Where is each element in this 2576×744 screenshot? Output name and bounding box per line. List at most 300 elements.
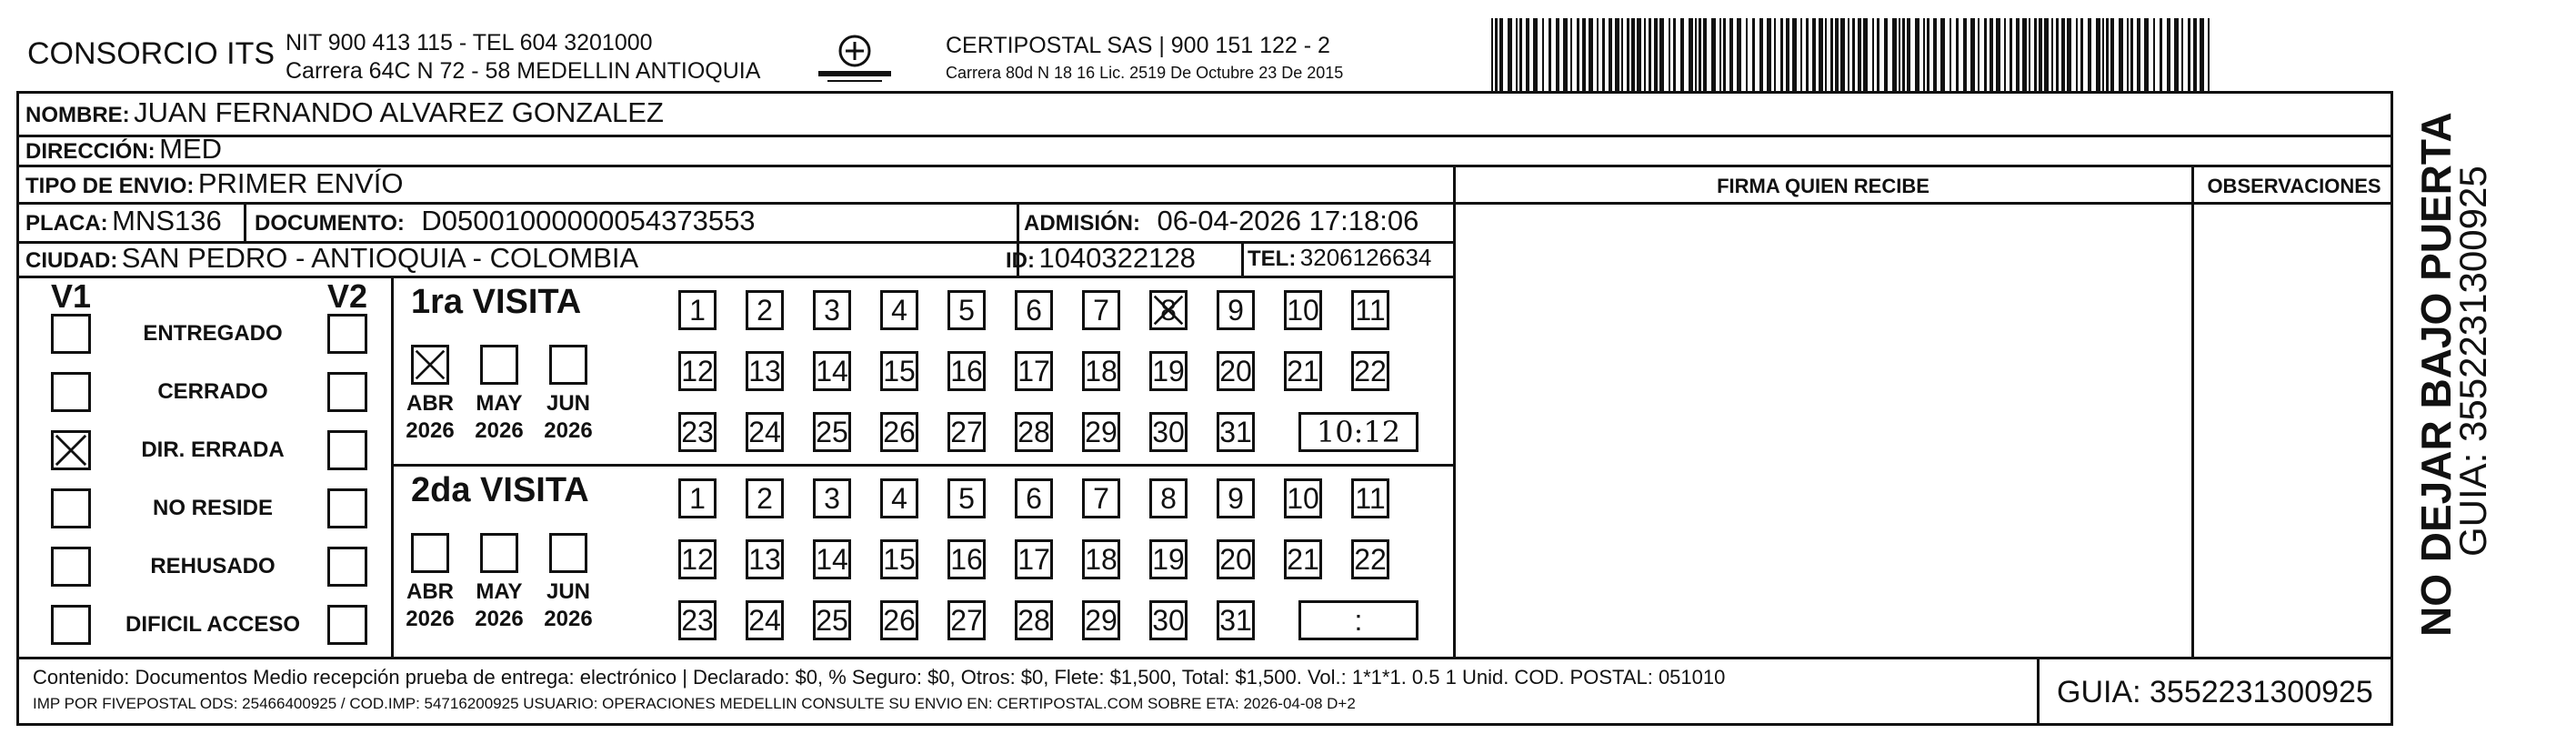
barcode-bar bbox=[1892, 18, 1897, 91]
barcode-bar bbox=[2153, 18, 2155, 91]
day-number: 18 bbox=[1085, 354, 1118, 387]
barcode-bar bbox=[1549, 18, 1551, 91]
day-number: 7 bbox=[1093, 293, 1109, 327]
day-number: 25 bbox=[816, 415, 848, 448]
day-box[interactable] bbox=[746, 290, 784, 330]
day-number: 3 bbox=[824, 293, 840, 327]
day-number: 13 bbox=[748, 542, 781, 576]
barcode-bar bbox=[1526, 18, 1529, 91]
barcode-bar bbox=[1996, 18, 2000, 91]
month-year: 2026 bbox=[544, 418, 593, 443]
day-box[interactable] bbox=[1149, 290, 1188, 330]
day-box[interactable] bbox=[678, 478, 717, 518]
barcode-bar bbox=[1699, 18, 1701, 91]
barcode-bar bbox=[2056, 18, 2059, 91]
month-name: ABR bbox=[406, 579, 454, 604]
day-box[interactable] bbox=[1149, 351, 1188, 391]
barcode-bar bbox=[1729, 18, 1733, 91]
barcode-bar bbox=[1597, 18, 1599, 91]
placa-row bbox=[25, 205, 222, 237]
v1-checkbox[interactable] bbox=[51, 547, 91, 587]
documento-value: D05001000000054373553 bbox=[421, 205, 756, 236]
reason-label: ENTREGADO bbox=[143, 321, 283, 346]
barcode-bar bbox=[1978, 18, 1980, 91]
day-box[interactable] bbox=[813, 351, 851, 391]
guia-footer: GUIA: 3552231300925 bbox=[2057, 675, 2373, 709]
day-box[interactable] bbox=[1149, 478, 1188, 518]
carrier-name: CERTIPOSTAL SAS | 900 151 122 - 2 bbox=[946, 33, 1330, 58]
barcode-bar bbox=[1786, 18, 1789, 91]
day-number: 12 bbox=[681, 354, 714, 387]
barcode-bar bbox=[1495, 18, 1498, 91]
barcode-bar bbox=[1902, 18, 1905, 91]
day-box[interactable] bbox=[1015, 600, 1053, 640]
barcode-bar bbox=[1508, 18, 1512, 91]
barcode-bar bbox=[2029, 18, 2030, 91]
day-number: 23 bbox=[681, 603, 714, 637]
barcode-bar bbox=[1852, 18, 1855, 91]
day-box[interactable] bbox=[1284, 290, 1322, 330]
reason-label: CERRADO bbox=[157, 379, 268, 404]
barcode-bar bbox=[1680, 18, 1684, 91]
month-checkbox[interactable] bbox=[411, 533, 449, 573]
day-number: 22 bbox=[1354, 542, 1387, 576]
day-box[interactable] bbox=[1217, 600, 1255, 640]
month-year: 2026 bbox=[544, 607, 593, 631]
day-box[interactable] bbox=[880, 290, 918, 330]
barcode-bar bbox=[2061, 18, 2065, 91]
day-box[interactable] bbox=[813, 290, 851, 330]
day-number: 2 bbox=[757, 293, 773, 327]
barcode-bar bbox=[2044, 18, 2049, 91]
barcode-bar bbox=[1927, 18, 1929, 91]
day-number: 9 bbox=[1228, 293, 1244, 327]
day-box[interactable] bbox=[1149, 412, 1188, 452]
month-label bbox=[541, 578, 596, 633]
day-box[interactable] bbox=[1217, 478, 1255, 518]
firma-label: FIRMA QUIEN RECIBE bbox=[1717, 175, 1929, 197]
day-number: 24 bbox=[748, 603, 781, 637]
day-box[interactable] bbox=[1284, 351, 1322, 391]
barcode-bar bbox=[1767, 18, 1771, 91]
barcode-bar bbox=[1950, 18, 1951, 91]
barcode-bar bbox=[2144, 18, 2149, 91]
day-number: 20 bbox=[1219, 354, 1252, 387]
tipo-row bbox=[25, 167, 403, 200]
month-label bbox=[472, 578, 526, 633]
day-number: 12 bbox=[681, 542, 714, 576]
day-number: 18 bbox=[1085, 542, 1118, 576]
day-box[interactable] bbox=[1217, 412, 1255, 452]
day-number: 31 bbox=[1219, 603, 1252, 637]
month-name: JUN bbox=[546, 391, 590, 416]
day-number: 11 bbox=[1355, 293, 1386, 327]
day-number: 19 bbox=[1152, 542, 1185, 576]
time-box[interactable] bbox=[1298, 600, 1418, 640]
v1-checkbox[interactable] bbox=[51, 430, 91, 470]
barcode-bar bbox=[1719, 18, 1721, 91]
placa-label: PLACA: bbox=[25, 211, 108, 236]
barcode-bar bbox=[1759, 18, 1763, 91]
day-box[interactable] bbox=[1082, 600, 1120, 640]
month-label bbox=[403, 578, 457, 633]
ciudad-label: CIUDAD: bbox=[25, 248, 118, 273]
day-number: 2 bbox=[757, 481, 773, 515]
month-name: ABR bbox=[406, 391, 454, 416]
barcode-bar bbox=[2174, 18, 2179, 91]
day-box[interactable] bbox=[1284, 539, 1322, 579]
barcode-bar bbox=[2080, 18, 2083, 91]
v2-checkbox[interactable] bbox=[327, 372, 367, 412]
day-box[interactable] bbox=[813, 412, 851, 452]
barcode-bar bbox=[1746, 18, 1748, 91]
barcode-bar bbox=[2067, 18, 2071, 91]
day-number: 6 bbox=[1026, 293, 1042, 327]
day-number: 15 bbox=[883, 542, 916, 576]
side-guia: GUIA: 3552231300925 bbox=[2451, 166, 2494, 557]
day-box[interactable] bbox=[746, 351, 784, 391]
v2-label: V2 bbox=[327, 277, 368, 315]
day-number: 26 bbox=[883, 415, 916, 448]
barcode-bar bbox=[1835, 18, 1839, 91]
day-number: 14 bbox=[816, 354, 848, 387]
time-value: : bbox=[1354, 603, 1363, 637]
nombre-label: NOMBRE: bbox=[25, 103, 130, 127]
carrier-address: Carrera 80d N 18 16 Lic. 2519 De Octubre 23 De 2015 bbox=[946, 64, 1344, 82]
day-box[interactable] bbox=[1149, 539, 1188, 579]
day-box[interactable] bbox=[1217, 351, 1255, 391]
day-box[interactable] bbox=[1351, 290, 1389, 330]
company-address: Carrera 64C N 72 - 58 MEDELLIN ANTIOQUIA bbox=[286, 58, 761, 84]
barcode-bar bbox=[1621, 18, 1623, 91]
day-box[interactable] bbox=[746, 600, 784, 640]
barcode-bar bbox=[2130, 18, 2133, 91]
barcode-bar bbox=[2051, 18, 2053, 91]
barcode-bar bbox=[1533, 18, 1538, 91]
barcode-bar bbox=[1627, 18, 1629, 91]
nombre-row bbox=[25, 96, 664, 129]
day-box[interactable] bbox=[1015, 539, 1053, 579]
barcode-bar bbox=[1582, 18, 1586, 91]
barcode-bar bbox=[1570, 18, 1572, 91]
day-box[interactable] bbox=[1082, 412, 1120, 452]
reason-label: DIR. ERRADA bbox=[141, 437, 285, 462]
barcode-bar bbox=[1933, 18, 1937, 91]
day-box[interactable] bbox=[1284, 478, 1322, 518]
time-box[interactable] bbox=[1298, 412, 1418, 452]
day-box[interactable] bbox=[1217, 539, 1255, 579]
day-number: 31 bbox=[1219, 415, 1252, 448]
barcode-bar bbox=[1491, 18, 1493, 91]
x-mark-icon bbox=[54, 433, 88, 468]
day-box[interactable] bbox=[1015, 412, 1053, 452]
day-number: 4 bbox=[891, 293, 907, 327]
day-number: 28 bbox=[1017, 415, 1050, 448]
barcode-bar bbox=[2016, 18, 2020, 91]
month-label bbox=[472, 390, 526, 445]
day-box[interactable] bbox=[1082, 539, 1120, 579]
day-box[interactable] bbox=[1149, 600, 1188, 640]
day-box[interactable] bbox=[1351, 539, 1389, 579]
x-mark-icon bbox=[1152, 293, 1185, 327]
v2-checkbox[interactable] bbox=[327, 430, 367, 470]
barcode-bar bbox=[1840, 18, 1845, 91]
barcode-bar bbox=[2208, 18, 2210, 91]
day-box[interactable] bbox=[1351, 351, 1389, 391]
day-box[interactable] bbox=[947, 290, 986, 330]
month-name: JUN bbox=[546, 579, 590, 604]
v1-checkbox[interactable] bbox=[51, 605, 91, 645]
barcode-bar bbox=[1589, 18, 1593, 91]
barcode-bar bbox=[1907, 18, 1910, 91]
barcode-bar bbox=[2088, 18, 2091, 91]
barcode-bar bbox=[2181, 18, 2183, 91]
barcode-bar bbox=[2076, 18, 2078, 91]
visit-title: 1ra VISITA bbox=[411, 283, 582, 321]
barcode-bar bbox=[1780, 18, 1783, 91]
nombre-value: JUAN FERNANDO ALVAREZ GONZALEZ bbox=[134, 96, 664, 128]
day-number: 30 bbox=[1152, 415, 1185, 448]
certipostal-logo bbox=[809, 33, 900, 87]
no-dejar-bajo-puerta: NO DEJAR BAJO PUERTA bbox=[2412, 112, 2460, 637]
barcode-bar bbox=[1563, 18, 1568, 91]
day-box[interactable] bbox=[678, 351, 717, 391]
day-number: 8 bbox=[1160, 481, 1177, 515]
day-number: 24 bbox=[748, 415, 781, 448]
day-box[interactable] bbox=[947, 478, 986, 518]
day-number: 6 bbox=[1026, 481, 1042, 515]
day-number: 23 bbox=[681, 415, 714, 448]
month-label bbox=[541, 390, 596, 445]
v1-checkbox[interactable] bbox=[51, 372, 91, 412]
day-box[interactable] bbox=[678, 412, 717, 452]
barcode-bar bbox=[1609, 18, 1612, 91]
barcode-bar bbox=[2022, 18, 2027, 91]
barcode-bar bbox=[1806, 18, 1809, 91]
barcode-bar bbox=[1703, 18, 1707, 91]
barcode-bar bbox=[2010, 18, 2012, 91]
reason-label: DIFICIL ACCESO bbox=[125, 612, 300, 637]
day-number: 22 bbox=[1354, 354, 1387, 387]
day-number: 5 bbox=[958, 481, 975, 515]
v2-checkbox[interactable] bbox=[327, 605, 367, 645]
month-checkbox[interactable] bbox=[480, 345, 518, 385]
day-number: 16 bbox=[950, 542, 983, 576]
day-box[interactable] bbox=[1015, 478, 1053, 518]
barcode-bar bbox=[1956, 18, 1959, 91]
imp-text: IMP POR FIVEPOSTAL ODS: 25466400925 / COD.IMP: 54716200925 USUARIO: OPERACIONES MEDELLIN CONSULTE SU ENVIO EN: CERTIPOSTAL.COM SOBRE ETA: 2026-04-08 D+2 bbox=[33, 695, 1356, 712]
day-number: 20 bbox=[1219, 542, 1252, 576]
barcode-bar bbox=[1649, 18, 1651, 91]
day-box[interactable] bbox=[880, 600, 918, 640]
barcode-bar bbox=[1940, 18, 1945, 91]
day-box[interactable] bbox=[880, 539, 918, 579]
day-number: 27 bbox=[950, 415, 983, 448]
day-number: 1 bbox=[689, 293, 706, 327]
day-number: 13 bbox=[748, 354, 781, 387]
month-checkbox[interactable] bbox=[411, 345, 449, 385]
barcode-bar bbox=[1542, 18, 1544, 91]
day-number: 5 bbox=[958, 293, 975, 327]
barcode-bar bbox=[1654, 18, 1658, 91]
barcode-bar bbox=[1602, 18, 1605, 91]
tel-row bbox=[1248, 244, 1431, 272]
barcode-bar bbox=[2110, 18, 2114, 91]
day-number: 29 bbox=[1085, 603, 1118, 637]
day-number: 7 bbox=[1093, 481, 1109, 515]
day-box[interactable] bbox=[678, 290, 717, 330]
admision-value: 06-04-2026 17:18:06 bbox=[1157, 205, 1419, 236]
day-number: 10 bbox=[1287, 481, 1319, 515]
day-box[interactable] bbox=[813, 539, 851, 579]
month-name: MAY bbox=[476, 579, 523, 604]
day-number: 26 bbox=[883, 603, 916, 637]
month-year: 2026 bbox=[406, 418, 455, 443]
day-box[interactable] bbox=[1082, 290, 1120, 330]
day-number: 17 bbox=[1017, 354, 1050, 387]
barcode-bar bbox=[1774, 18, 1776, 91]
barcode-bar bbox=[1637, 18, 1641, 91]
day-number: 21 bbox=[1287, 542, 1319, 576]
day-box[interactable] bbox=[880, 478, 918, 518]
month-checkbox[interactable] bbox=[549, 533, 587, 573]
time-value: 10:12 bbox=[1316, 415, 1401, 449]
barcode-bar bbox=[1800, 18, 1802, 91]
day-number: 16 bbox=[950, 354, 983, 387]
barcode-bar bbox=[1923, 18, 1925, 91]
visit-title: 2da VISITA bbox=[411, 471, 589, 509]
ciudad-value: SAN PEDRO - ANTIOQUIA - COLOMBIA bbox=[121, 242, 639, 274]
day-number: 17 bbox=[1017, 542, 1050, 576]
barcode-bar bbox=[2188, 18, 2190, 91]
barcode-bar bbox=[1644, 18, 1646, 91]
barcode-bar bbox=[1673, 18, 1676, 91]
month-checkbox[interactable] bbox=[480, 533, 518, 573]
day-box[interactable] bbox=[947, 539, 986, 579]
barcode-bar bbox=[1689, 18, 1693, 91]
barcode-bar bbox=[2137, 18, 2140, 91]
day-number: 21 bbox=[1287, 354, 1319, 387]
id-label: ID: bbox=[1006, 248, 1035, 273]
month-name: MAY bbox=[476, 391, 523, 416]
month-checkbox[interactable] bbox=[549, 345, 587, 385]
day-number: 14 bbox=[816, 542, 848, 576]
direccion-row bbox=[25, 133, 222, 166]
barcode-bar bbox=[1819, 18, 1823, 91]
barcode-bar bbox=[2127, 18, 2129, 91]
day-box[interactable] bbox=[746, 539, 784, 579]
day-box[interactable] bbox=[813, 600, 851, 640]
tipo-label: TIPO DE ENVIO: bbox=[25, 174, 195, 198]
company-nit: NIT 900 413 115 - TEL 604 3201000 bbox=[286, 30, 653, 55]
day-box[interactable] bbox=[813, 478, 851, 518]
day-box[interactable] bbox=[880, 351, 918, 391]
day-box[interactable] bbox=[947, 351, 986, 391]
month-year: 2026 bbox=[475, 607, 524, 631]
barcode-bar bbox=[2167, 18, 2170, 91]
barcode-bar bbox=[1695, 18, 1697, 91]
day-box[interactable] bbox=[1217, 290, 1255, 330]
company-name: CONSORCIO ITS bbox=[27, 36, 276, 71]
day-box[interactable] bbox=[746, 478, 784, 518]
day-box[interactable] bbox=[1082, 351, 1120, 391]
day-number: 27 bbox=[950, 603, 983, 637]
barcode-bar bbox=[1659, 18, 1664, 91]
barcode-bar bbox=[2119, 18, 2123, 91]
day-box[interactable] bbox=[678, 600, 717, 640]
day-box[interactable] bbox=[880, 412, 918, 452]
barcode-bar bbox=[2096, 18, 2100, 91]
observaciones-label: OBSERVACIONES bbox=[2207, 175, 2381, 197]
day-box[interactable] bbox=[1082, 478, 1120, 518]
ciudad-row bbox=[25, 242, 638, 275]
x-mark-icon bbox=[414, 347, 446, 382]
barcode-bar bbox=[1519, 18, 1522, 91]
day-box[interactable] bbox=[678, 539, 717, 579]
barcode-bar bbox=[1863, 18, 1868, 91]
barcode-bar bbox=[1825, 18, 1827, 91]
tipo-value: PRIMER ENVÍO bbox=[197, 167, 404, 199]
day-number: 8 bbox=[1160, 293, 1177, 327]
v2-checkbox[interactable] bbox=[327, 314, 367, 354]
barcode-bar bbox=[1669, 18, 1670, 91]
admision-label: ADMISIÓN: bbox=[1024, 211, 1140, 236]
barcode-bar bbox=[2102, 18, 2104, 91]
reason-label: REHUSADO bbox=[150, 554, 276, 578]
id-row bbox=[1006, 242, 1196, 275]
barcode-bar bbox=[1723, 18, 1726, 91]
contenido-text: Contenido: Documentos Medio recepción prueba de entrega: electrónico | Declarado: $0, % Seguro: $0, Otros: $0, Flete: $1,500, Total: $1,500. Vol.: 1*1*1. 0.5 1 Unid. COD. POSTAL: 051010 bbox=[33, 666, 1726, 689]
day-box[interactable] bbox=[1015, 351, 1053, 391]
v2-checkbox[interactable] bbox=[327, 488, 367, 528]
v2-checkbox[interactable] bbox=[327, 547, 367, 587]
day-box[interactable] bbox=[947, 600, 986, 640]
day-box[interactable] bbox=[1015, 290, 1053, 330]
barcode-bar bbox=[1899, 18, 1900, 91]
day-number: 28 bbox=[1017, 603, 1050, 637]
barcode-bar bbox=[1711, 18, 1716, 91]
barcode-bar bbox=[1970, 18, 1975, 91]
barcode-bar bbox=[1556, 18, 1559, 91]
barcode-bar bbox=[1737, 18, 1741, 91]
day-box[interactable] bbox=[947, 412, 986, 452]
day-box[interactable] bbox=[746, 412, 784, 452]
month-year: 2026 bbox=[475, 418, 524, 443]
barcode-bar bbox=[1752, 18, 1755, 91]
day-box[interactable] bbox=[1351, 478, 1389, 518]
barcode-bar bbox=[2004, 18, 2006, 91]
tel-value: 3206126634 bbox=[1299, 244, 1432, 271]
day-number: 29 bbox=[1085, 415, 1118, 448]
barcode-bar bbox=[1631, 18, 1635, 91]
barcode bbox=[1491, 18, 2219, 91]
v1-checkbox[interactable] bbox=[51, 314, 91, 354]
barcode-bar bbox=[1858, 18, 1861, 91]
barcode-bar bbox=[1812, 18, 1816, 91]
tel-label: TEL: bbox=[1248, 246, 1297, 271]
barcode-bar bbox=[1792, 18, 1797, 91]
barcode-bar bbox=[1830, 18, 1833, 91]
documento-row bbox=[255, 205, 756, 237]
admision-row bbox=[1024, 205, 1418, 237]
barcode-bar bbox=[2106, 18, 2109, 91]
v1-checkbox[interactable] bbox=[51, 488, 91, 528]
barcode-bar bbox=[1848, 18, 1849, 91]
barcode-bar bbox=[1872, 18, 1874, 91]
month-label bbox=[403, 390, 457, 445]
day-number: 9 bbox=[1228, 481, 1244, 515]
barcode-bar bbox=[1915, 18, 1919, 91]
